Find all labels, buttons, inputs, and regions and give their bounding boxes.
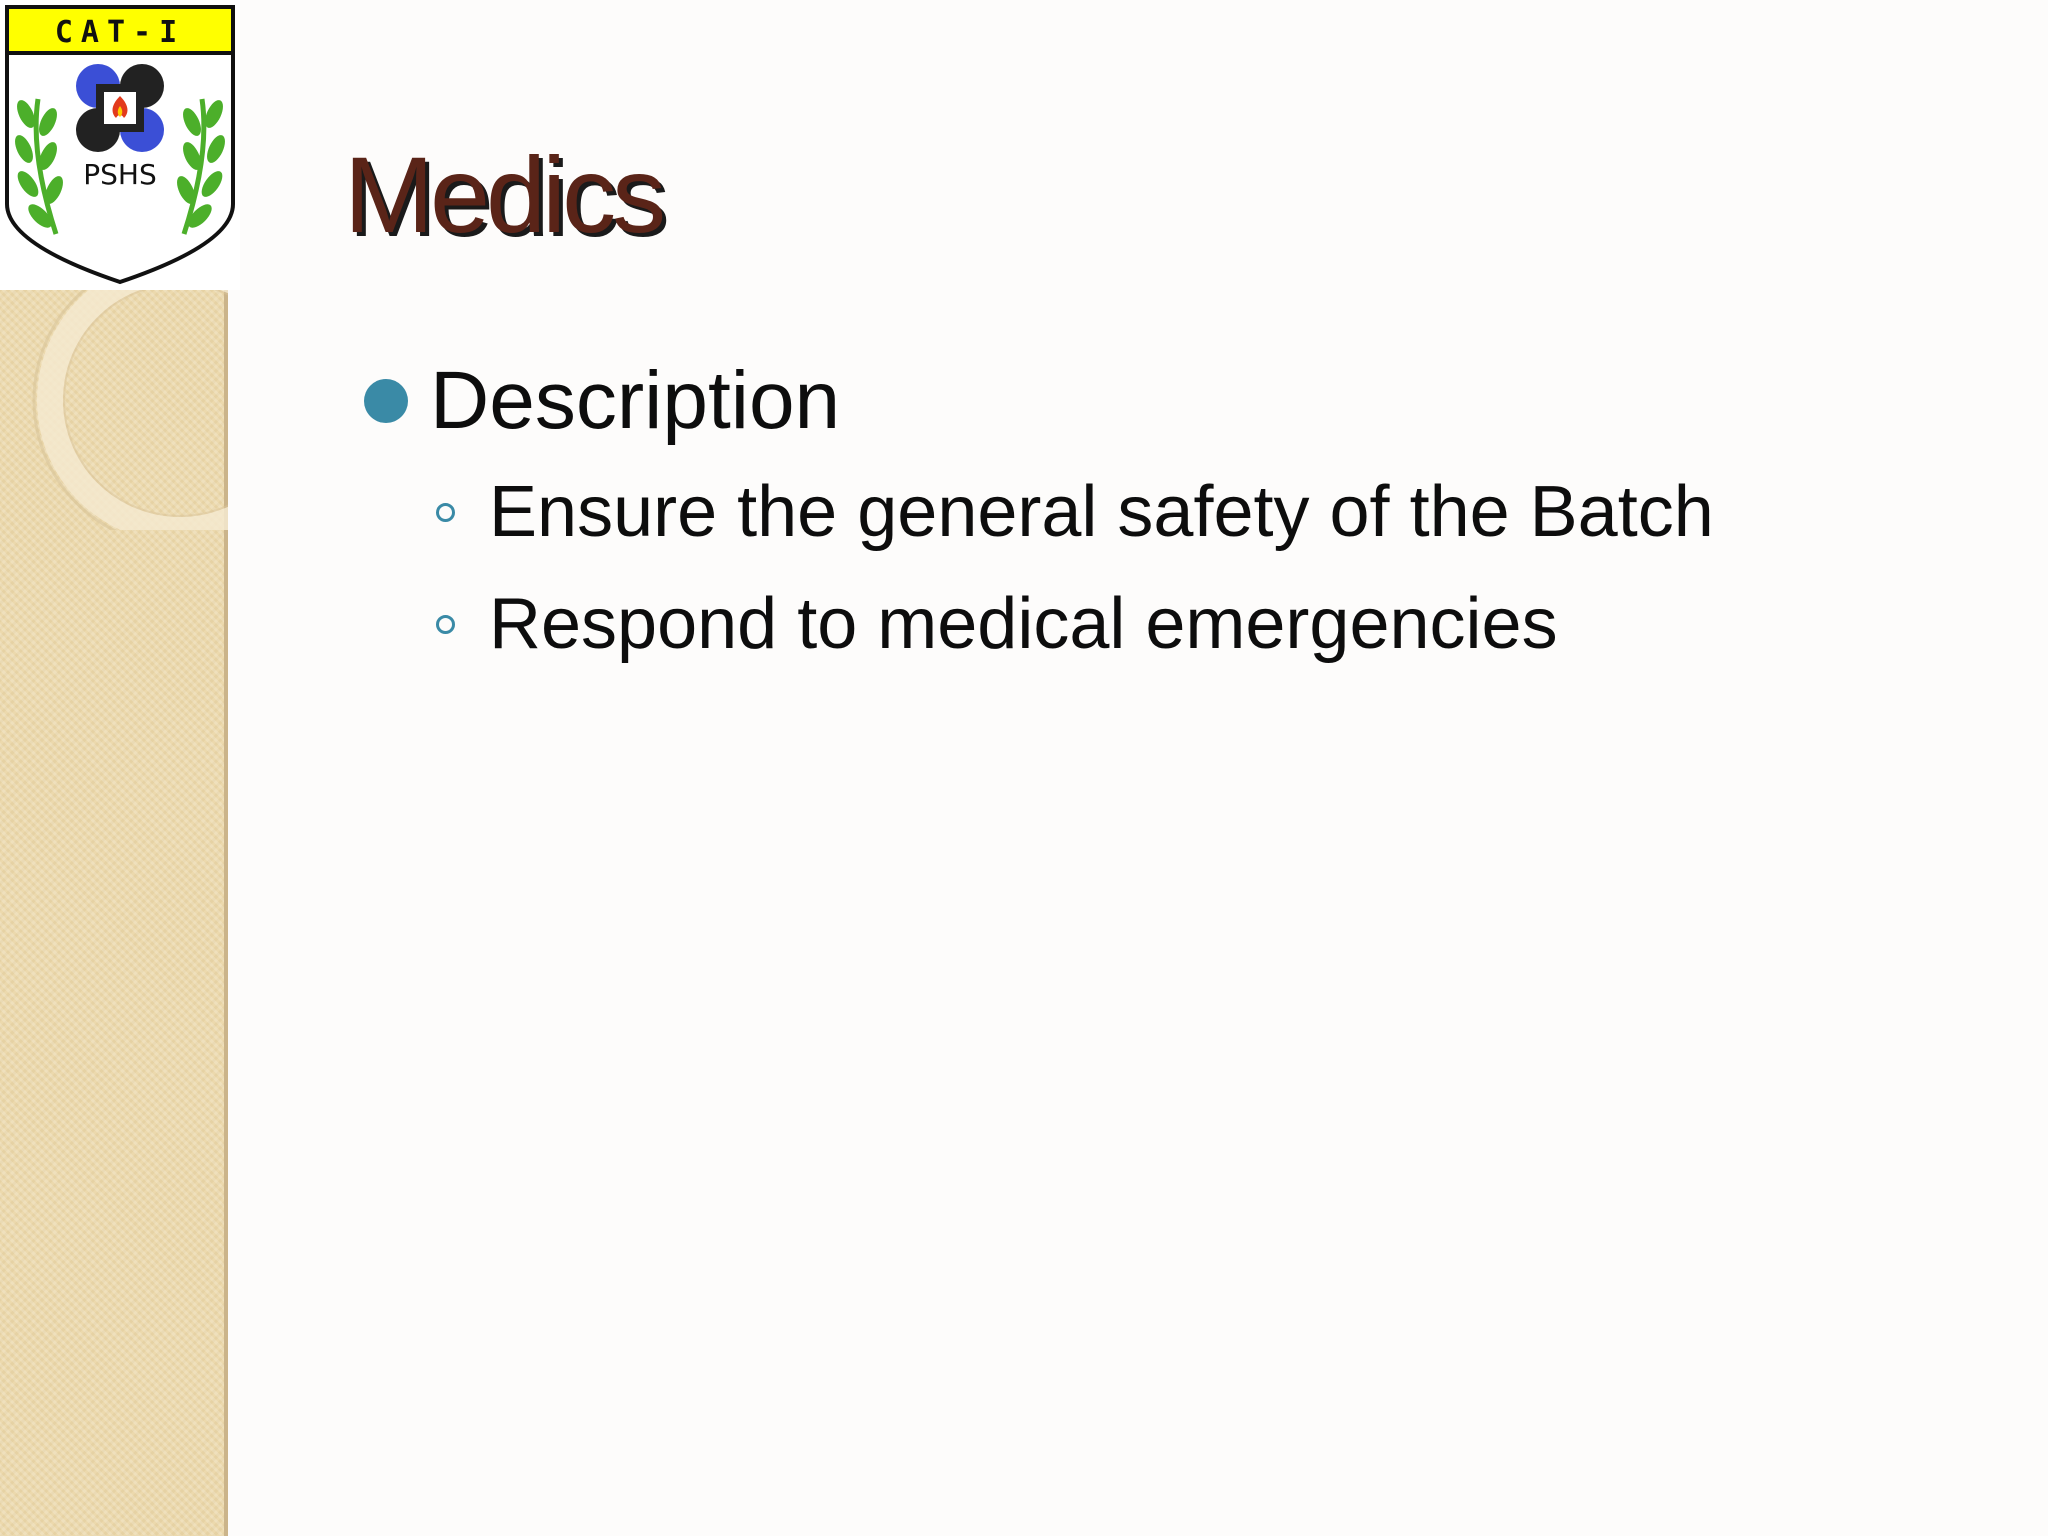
sub-bullet-text: Respond to medical emergencies <box>489 584 1558 664</box>
sub-bullet-item <box>364 456 2004 568</box>
ring-decoration <box>0 290 228 530</box>
logo-school-text: PSHS <box>83 158 157 191</box>
bullet-list <box>364 346 2004 680</box>
cat-pshs-logo <box>4 4 236 286</box>
sub-bullet-item <box>364 568 2004 680</box>
sub-bullet-text: Ensure the general safety of the Batch <box>489 472 1714 552</box>
bullet-dot-icon <box>364 379 408 423</box>
slide-title: Medics <box>344 134 663 255</box>
side-decor-strip <box>0 290 228 1536</box>
sub-bullet-ring-icon <box>436 615 455 634</box>
sub-bullet-ring-icon <box>436 503 455 522</box>
bullet-item <box>364 346 2004 456</box>
bullet-text: Description <box>430 355 841 446</box>
logo-banner-text: CAT-I <box>54 15 186 50</box>
